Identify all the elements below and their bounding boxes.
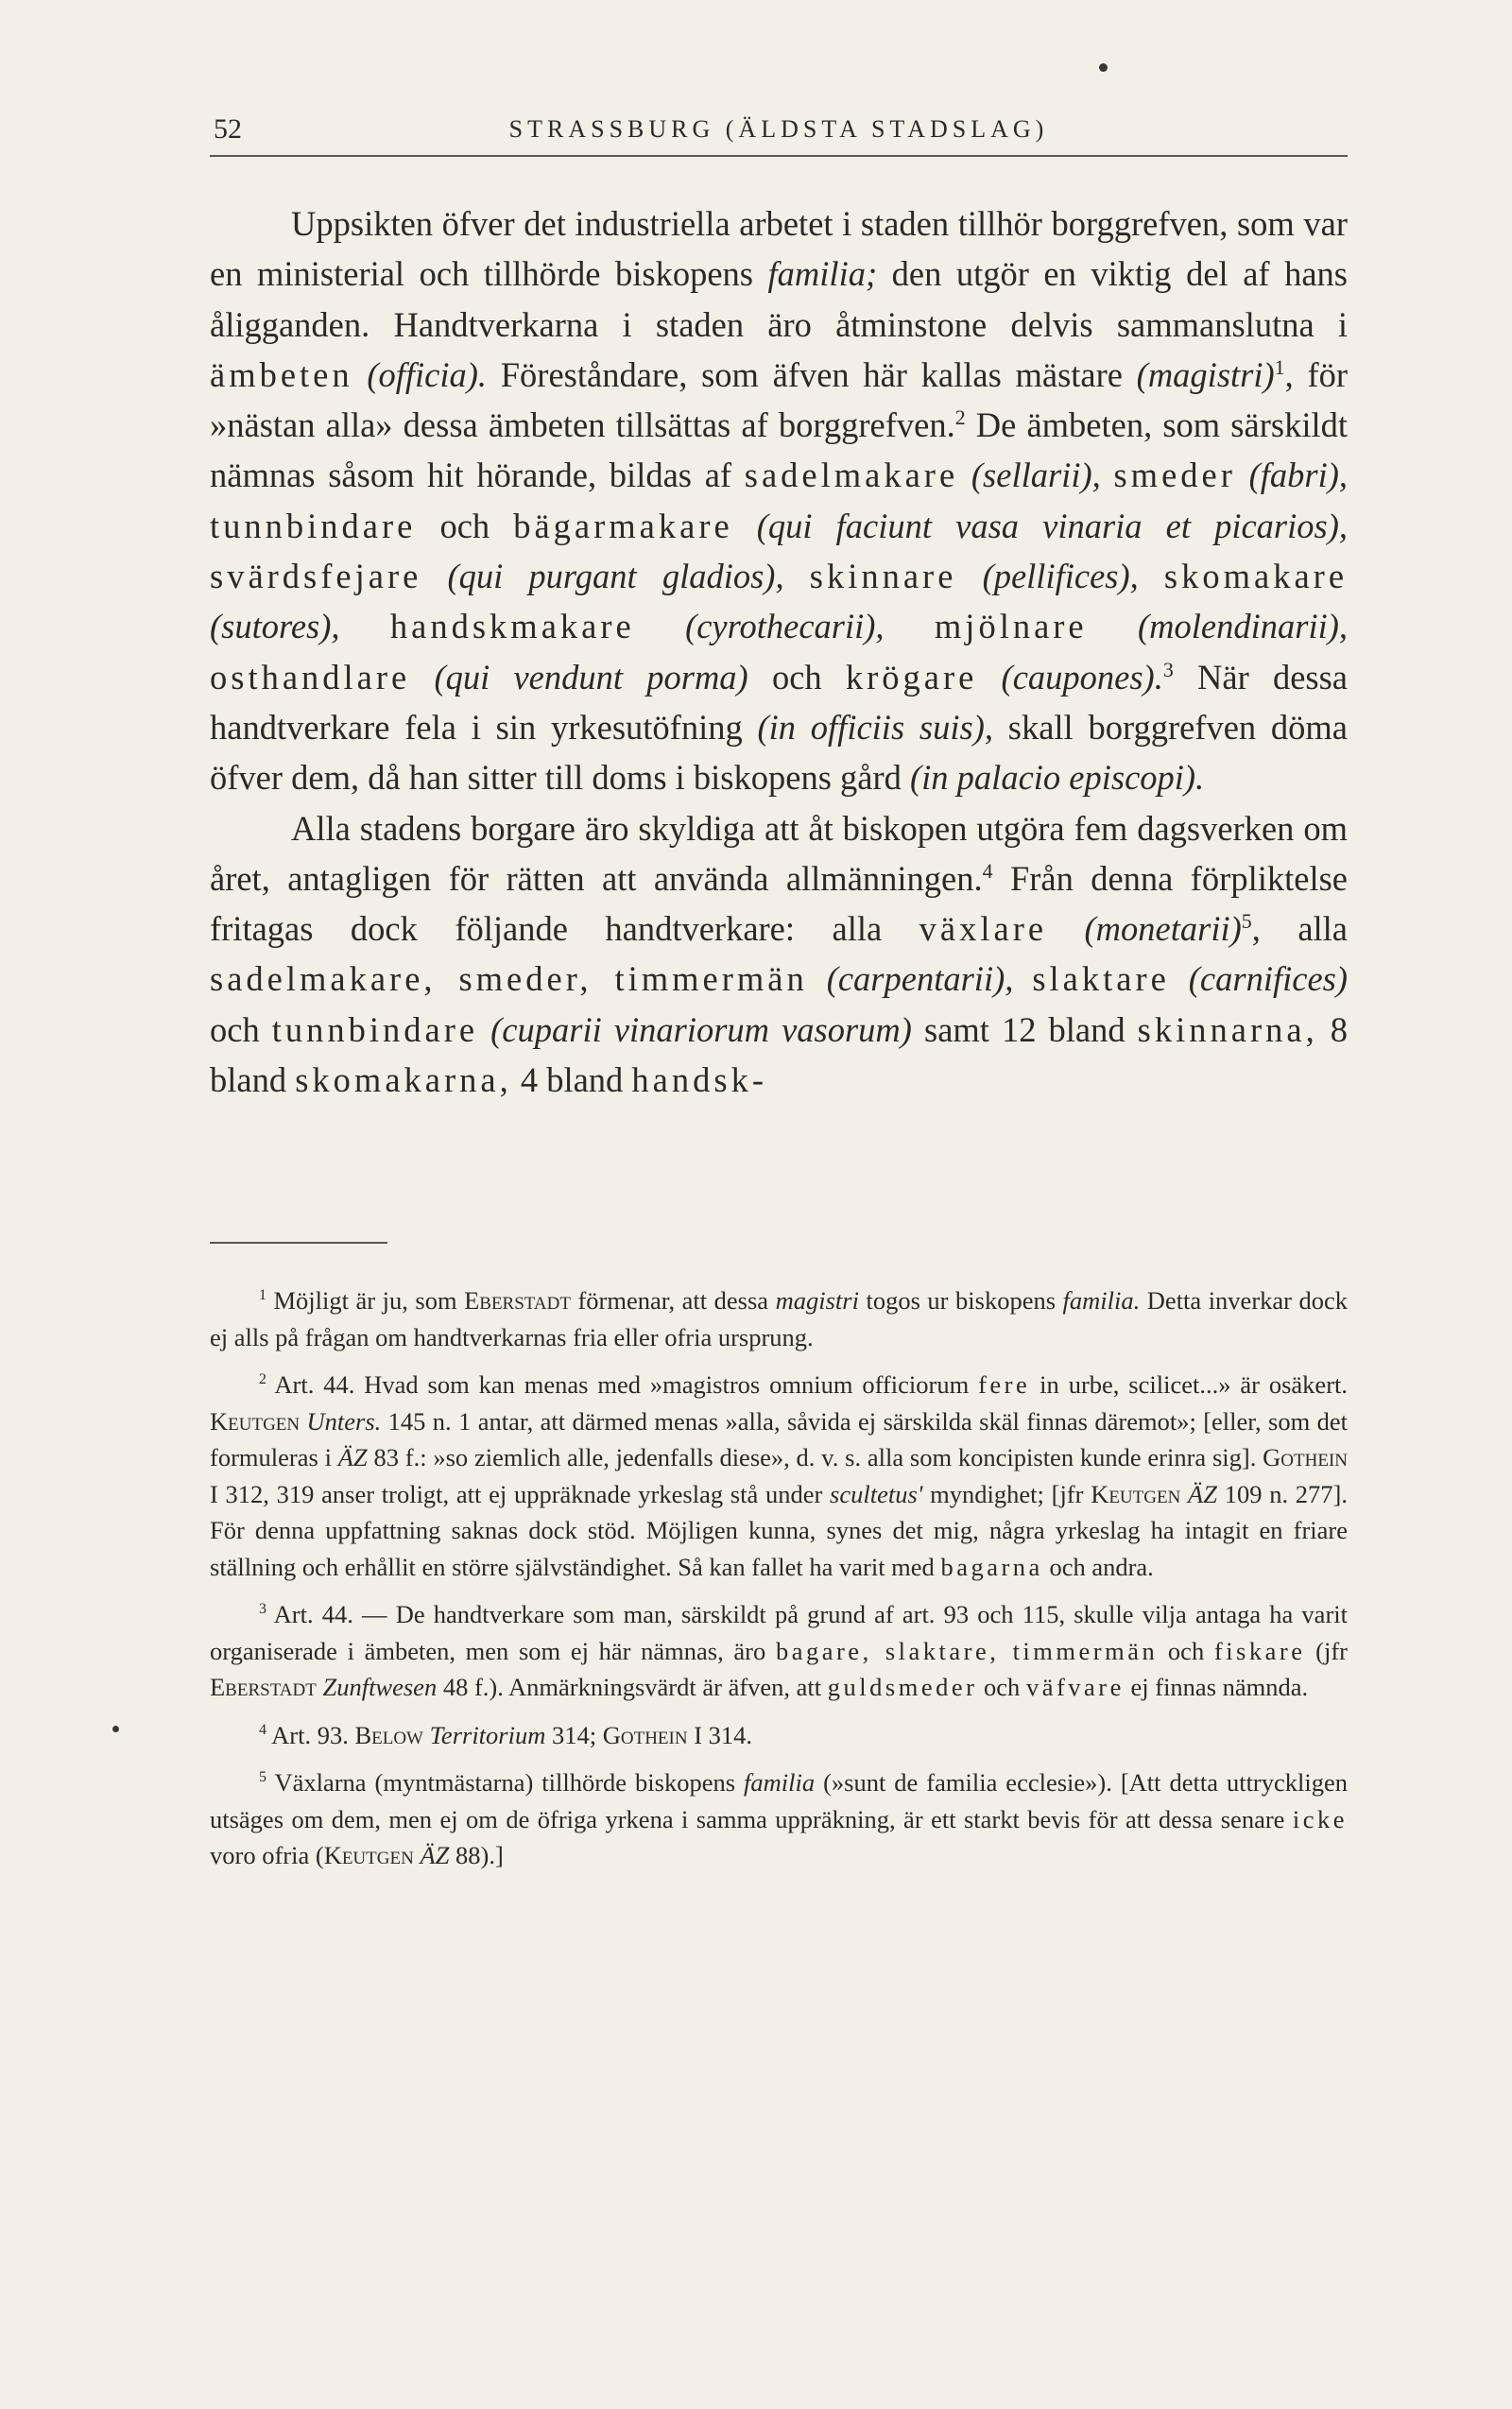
footnote-4: $^4$ Art. 93. Below Territorium 314; Gothein I 314. xyxy=(259,1720,753,1749)
speck-mark xyxy=(1099,63,1108,72)
paragraph-2: Alla stadens borgare äro skyldiga att åt biskopen utgöra fem dagsverken om året, antagligen för rätten att använda allmänningen.$^4$ Från denna förpliktelse fritagas dock följande handtverkare: alla växlare (monetarii)$^5$, alla sadelmakare, smeder, timmermän (carpentarii), slaktare (carnifices) och tunnbindare (cuparii vinariorum vasorum) samt 12 bland skinnarna, 8 bland skomakarna, 4 bland handsk- xyxy=(210,808,1349,1100)
footnote-3: $^3$ Art. 44. — De handtverkare som man, särskildt på grund af art. 93 och 115, skulle vilja antaga ha varit organiserade i ämbeten, men som ej här nämnas, äro bagare, slaktare, timmermän och fiskare (jfr Eberstadt Zunftwesen 48 f.). Anmärkningsvärdt är äfven, att guldsmeder och väfvare ej finnas nämnda. xyxy=(210,1600,1349,1701)
paragraph-1: Uppsikten öfver det industriella arbetet i staden tillhör borggrefven, som var en ministerial och tillhörde biskopens familia; den utgör en viktig del af hans åligganden. Handtverkarna i staden äro åtminstone delvis sammanslutna i ämbeten (officia). Föreståndare, som äfven här kallas mästare (magistri)$^1$, för »nästan alla» dessa ämbeten tillsättas af borggrefven.$^2$ De ämbeten, som särskildt nämnas såsom hit hörande, bildas af sadelmakare (sellarii), smeder (fabri), tunnbindare och bägarmakare (qui faciunt vasa vinaria et picarios), svärdsfejare (qui purgant gladios), skinnare (pellifices), skomakare (sutores), handskmakare (cyrothecarii), mjölnare (molendinarii), osthandlare (qui vendunt porma) och krögare (caupones).$^3$ När dessa handtverkare fela i sin yrkesutöfning (in officiis suis), skall borggrefven döma öfver dem, då han sitter till doms i biskopens gård (in palacio episcopi). xyxy=(210,204,1349,798)
footnotes xyxy=(210,1282,1348,1885)
footnote-ref-4: 4 xyxy=(982,858,993,883)
page-number: 52 xyxy=(214,113,242,145)
footnote-2: $^2$ Art. 44. Hvad som kan menas med »magistros omnium officiorum fere in urbe, scilicet...» är osäkert. Keutgen Unters. 145 n. 1 antar, att därmed menas »alla, såvida ej särskilda skäl finnas däremot»; [eller, som det formuleras i ÄZ 83 f.: »so ziemlich alle, jedenfalls diese», d. v. s. alla som koncipisten kunde erinra sig]. Gothein I 312, 319 anser troligt, att ej uppräknade yrkeslag stå under scultetus' myndighet; [jfr Keutgen ÄZ 109 n. 277]. För denna uppfattning saknas dock stöd. Möjligen kunna, synes det mig, några yrkeslag ha intagit en friare ställning och erhållit en större självständighet. Så kan fallet ha varit med bagarna och andra. xyxy=(210,1370,1349,1581)
running-title: STRASSBURG (ÄLDSTA STADSLAG) xyxy=(508,115,1049,143)
main-text xyxy=(210,198,1348,1105)
footnote-ref-1: 1 xyxy=(1274,354,1285,379)
footnote-1: $^1$ Möjligt är ju, som Eberstadt förmenar, att dessa magistri togos ur biskopens familia. Detta inverkar dock ej alls på frågan om handtverkarnas fria eller ofria ursprung. xyxy=(210,1286,1349,1351)
footnote-rule xyxy=(210,1242,387,1244)
footnote-ref-2: 2 xyxy=(954,405,966,430)
speck-mark xyxy=(112,1726,119,1732)
footnote-5: $^5$ Växlarna (myntmästarna) tillhörde biskopens familia (»sunt de familia ecclesie»). [Att detta uttryckligen utsäges om dem, men ej om de öfriga yrkena i samma uppräkning, är ett starkt bevis för att dessa senare icke voro ofria (Keutgen ÄZ 88).] xyxy=(210,1768,1349,1869)
running-header xyxy=(210,108,1348,157)
footnote-ref-5: 5 xyxy=(1241,909,1252,933)
footnote-ref-3: 3 xyxy=(1162,657,1174,681)
